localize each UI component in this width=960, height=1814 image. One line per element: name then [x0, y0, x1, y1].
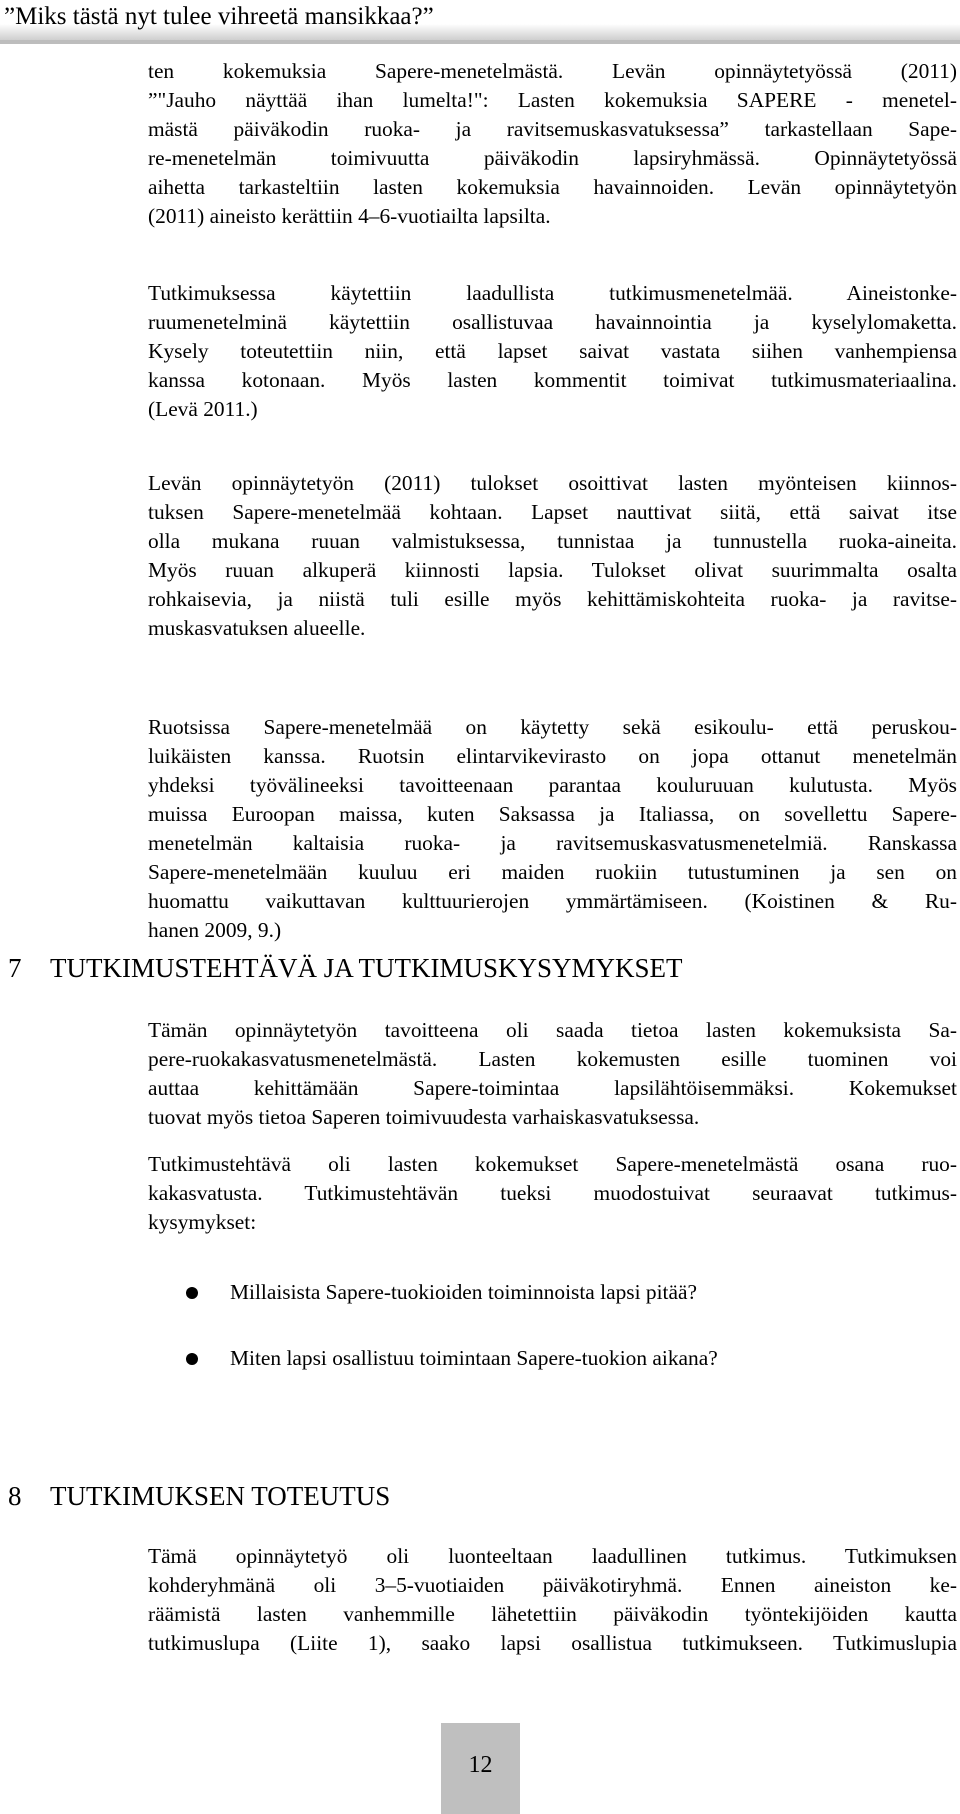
- text-line: Ruotsissa Sapere-menetelmää on käytetty sekä esikoulu- että peruskou-: [148, 715, 957, 739]
- text-line: (Levä 2011.): [148, 397, 258, 421]
- text-line: yhdeksi työvälineeksi tavoitteenaan parantaa kouluruuan kulutusta. Myös: [148, 773, 957, 797]
- text-line: huomattu vaikuttavan kulttuurierojen ymmärtämiseen. (Koistinen & Ru-: [148, 889, 957, 913]
- paragraph-2: [148, 279, 957, 424]
- text-line: re-menetelmän toimivuutta päiväkodin lapsiryhmässä. Opinnäytetyössä: [148, 146, 957, 170]
- bullet-icon: [186, 1353, 198, 1365]
- section-heading-8: [8, 1480, 390, 1512]
- document-header: [0, 0, 960, 44]
- text-line: tuksen Sapere-menetelmää kohtaan. Lapset nauttivat siitä, että saivat itse: [148, 500, 957, 524]
- page-number: 12: [441, 1723, 520, 1814]
- text-line: muissa Euroopan maissa, kuten Saksassa ja Italiassa, on sovellettu Sapere-: [148, 802, 957, 826]
- paragraph-6: [148, 1150, 957, 1237]
- text-line: hanen 2009, 9.): [148, 918, 282, 942]
- text-line: räämistä lasten vanhemmille lähetettiin päiväkodin työntekijöiden kautta: [148, 1602, 957, 1626]
- text-line: Tutkimuksessa käytettiin laadullista tutkimusmenetelmää. Aineistonke-: [148, 281, 957, 305]
- text-line: mästä päiväkodin ruoka- ja ravitsemuskasvatuksessa” tarkastellaan Sape-: [148, 117, 957, 141]
- text-line: aihetta tarkasteltiin lasten kokemuksia havainnoiden. Levän opinnäytetyön: [148, 175, 957, 199]
- research-question-1: Millaisista Sapere-tuokioiden toiminnoista lapsi pitää?: [230, 1280, 697, 1304]
- section-number: 8: [8, 1481, 22, 1511]
- text-line: ”"Jauho näyttää ihan lumelta!": Lasten kokemuksia SAPERE - menetel-: [148, 88, 957, 112]
- section-heading-7: [8, 952, 683, 984]
- text-line: menetelmän kaltaisia ruoka- ja ravitsemuskasvatusmenetelmiä. Ranskassa: [148, 831, 957, 855]
- text-line: kakasvatusta. Tutkimustehtävän tueksi muodostuivat seuraavat tutkimus-: [148, 1181, 957, 1205]
- text-line: tuovat myös tietoa Saperen toimivuudesta varhaiskasvatuksessa.: [148, 1105, 700, 1129]
- text-line: auttaa kehittämään Sapere-toimintaa lapsilähtöisemmäksi. Kokemukset: [148, 1076, 957, 1100]
- document-title: ”Miks tästä nyt tulee vihreetä mansikkaa?”: [4, 3, 434, 30]
- section-title: TUTKIMUKSEN TOTEUTUS: [50, 1481, 391, 1511]
- text-line: Myös ruuan alkuperä kiinnosti lapsia. Tulokset olivat suurimmalta osalta: [148, 558, 957, 582]
- text-line: kysymykset:: [148, 1210, 257, 1234]
- section-title: TUTKIMUSTEHTÄVÄ JA TUTKIMUSKYSYMYKSET: [50, 953, 683, 983]
- text-line: ten kokemuksia Sapere-menetelmästä. Levän opinnäytetyössä (2011): [148, 59, 957, 83]
- research-question-2: Miten lapsi osallistuu toimintaan Sapere-tuokion aikana?: [230, 1346, 718, 1370]
- paragraph-5: [148, 1016, 957, 1132]
- text-line: Tutkimustehtävä oli lasten kokemukset Sapere-menetelmästä osana ruo-: [148, 1152, 957, 1176]
- text-line: pere-ruokakasvatusmenetelmästä. Lasten kokemusten esille tuominen voi: [148, 1047, 957, 1071]
- paragraph-7: [148, 1542, 957, 1658]
- text-line: Levän opinnäytetyön (2011) tulokset osoittivat lasten myönteisen kiinnos-: [148, 471, 957, 495]
- paragraph-4: [148, 713, 957, 945]
- text-line: tutkimuslupa (Liite 1), saako lapsi osallistua tutkimukseen. Tutkimuslupia: [148, 1631, 957, 1655]
- text-line: Sapere-menetelmään kuuluu eri maiden ruokiin tutustuminen ja sen on: [148, 860, 957, 884]
- text-line: Tämä opinnäytetyö oli luonteeltaan laadullinen tutkimus. Tutkimuksen: [148, 1544, 957, 1568]
- text-line: kanssa kotonaan. Myös lasten kommentit toimivat tutkimusmateriaalina.: [148, 368, 957, 392]
- text-line: ruumenetelminä käytettiin osallistuvaa havainnointia ja kyselylomaketta.: [148, 310, 957, 334]
- text-line: muskasvatuksen alueelle.: [148, 616, 366, 640]
- text-line: rohkaisevia, ja niistä tuli esille myös kehittämiskohteita ruoka- ja ravitse-: [148, 587, 957, 611]
- bullet-icon: [186, 1287, 198, 1299]
- text-line: (2011) aineisto kerättiin 4–6-vuotiailta lapsilta.: [148, 204, 551, 228]
- paragraph-3: [148, 469, 957, 643]
- paragraph-1: [148, 57, 957, 231]
- text-line: luikäisten kanssa. Ruotsin elintarvikevirasto on jopa ottanut menetelmän: [148, 744, 957, 768]
- text-line: Kysely toteutettiin niin, että lapset saivat vastata siihen vanhempiensa: [148, 339, 957, 363]
- text-line: kohderyhmänä oli 3–5-vuotiaiden päiväkotiryhmä. Ennen aineiston ke-: [148, 1573, 957, 1597]
- text-line: Tämän opinnäytetyön tavoitteena oli saada tietoa lasten kokemuksista Sa-: [148, 1018, 957, 1042]
- text-line: olla mukana ruuan valmistuksessa, tunnistaa ja tunnustella ruoka-aineita.: [148, 529, 957, 553]
- section-number: 7: [8, 953, 22, 983]
